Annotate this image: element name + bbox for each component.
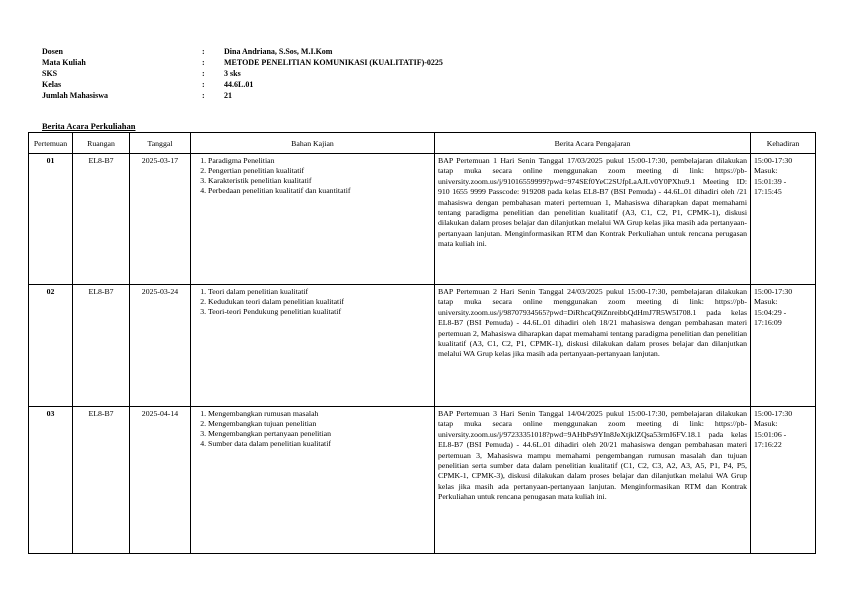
header-kehadiran: Kehadiran	[751, 133, 816, 154]
hadir-label: Masuk:	[754, 419, 778, 429]
header-bahan-kajian: Bahan Kajian	[191, 133, 435, 154]
info-label: Jumlah Mahasiswa	[42, 91, 109, 100]
list-item: 2. Mengembangkan tujuan penelitian	[208, 419, 431, 429]
info-row-kelas	[42, 79, 443, 90]
berita-acara-table	[28, 132, 816, 554]
header-pertemuan: Pertemuan	[29, 133, 73, 154]
cell-pertemuan: 03	[29, 407, 73, 554]
info-label: SKS	[42, 69, 58, 78]
list-item: 3. Mengembangkan pertanyaan penelitian	[208, 429, 431, 439]
info-value: 3 sks	[224, 69, 241, 78]
list-item: 3. Teori-teori Pendukung penelitian kualitatif	[208, 307, 431, 317]
info-row-dosen	[42, 46, 443, 57]
cell-pertemuan: 01	[29, 154, 73, 285]
info-value: 21	[224, 91, 232, 100]
cell-kehadiran	[751, 285, 816, 407]
list-item: 2. Kedudukan teori dalam penelitian kualitatif	[208, 297, 431, 307]
hadir-masuk: 15:04:29 -	[754, 307, 787, 317]
hadir-label: Masuk:	[754, 166, 778, 176]
list-item: 4. Sumber data dalam penelitian kualitatif	[208, 439, 431, 449]
hadir-jadwal: 15:00-17:30	[754, 287, 793, 296]
hadir-jadwal: 15:00-17:30	[754, 156, 793, 165]
cell-tanggal: 2025-03-17	[130, 154, 191, 285]
hadir-keluar: 17:16:22	[754, 440, 782, 450]
hadir-keluar: 17:16:09	[754, 318, 782, 328]
list-item: 1. Mengembangkan rumusan masalah	[208, 409, 431, 419]
hadir-masuk: 15:01:39 -	[754, 176, 787, 186]
table-row	[29, 285, 816, 407]
info-value: 44.6L.01	[224, 80, 254, 89]
info-row-jumlah-mahasiswa	[42, 90, 443, 101]
bahan-list	[194, 287, 431, 317]
hadir-keluar: 17:15:45	[754, 187, 782, 197]
list-item: 3. Karakteristik penelitian kualitatif	[208, 176, 431, 186]
bahan-list	[194, 156, 431, 196]
header-berita-acara: Berita Acara Pengajaran	[435, 133, 751, 154]
info-colon: :	[202, 58, 205, 67]
cell-berita-acara: BAP Pertemuan 1 Hari Senin Tanggal 17/03/2025 pukul 15:00-17:30, pembelajaran dilakukan tatap muka secara online menggunakan zoom meeting di link: https://pb-university.zoom.us/j/91016559999?pwd=974SEf0YeC2SUfpLaAJLv0Y0PXhu9.1 Meeting ID: 910 1655 9999 Passcode: 919208 pada kelas EL8-B7 (BSI Pemuda) - 44.6L.01 dihadiri oleh /21 mahasiswa dengan pembahasan materi pertemuan 1, Mahasiswa diharapkan dapat memahami tentang paradigma penelitian dan penelitian kualitatif (A3, C1, C2, P1, CPMK-1), diskusi dilakukan dalam proses belajar dan dilanjutkan melalui WA Grup kelas jika masih ada pertanyaan-pertanyaan lanjutan. Menginformasikan RTM dan Kontrak Perkuliahan untuk rencana perugasan mata kuliah ini.	[435, 154, 751, 285]
cell-kehadiran	[751, 154, 816, 285]
hadir-masuk: 15:01:06 -	[754, 429, 787, 439]
cell-bahan-kajian	[191, 154, 435, 285]
cell-bahan-kajian	[191, 285, 435, 407]
section-title: Berita Acara Perkuliahan	[42, 121, 136, 131]
info-label: Dosen	[42, 47, 63, 56]
list-item: 1. Teori dalam penelitian kualitatif	[208, 287, 431, 297]
table-row	[29, 407, 816, 554]
header-tanggal: Tanggal	[130, 133, 191, 154]
info-value: METODE PENELITIAN KOMUNIKASI (KUALITATIF)-0225	[224, 58, 443, 67]
list-item: 4. Perbedaan penelitian kualitatif dan kuantitatif	[208, 186, 431, 196]
cell-ruangan: EL8-B7	[73, 154, 130, 285]
info-value: Dina Andriana, S.Sos, M.I.Kom	[224, 47, 333, 56]
hadir-label: Masuk:	[754, 297, 778, 307]
info-colon: :	[202, 47, 205, 56]
table-header-row	[29, 133, 816, 154]
cell-tanggal: 2025-04-14	[130, 407, 191, 554]
cell-ruangan: EL8-B7	[73, 407, 130, 554]
info-colon: :	[202, 69, 205, 78]
cell-bahan-kajian	[191, 407, 435, 554]
table-row	[29, 154, 816, 285]
cell-ruangan: EL8-B7	[73, 285, 130, 407]
info-label: Kelas	[42, 80, 62, 89]
info-label: Mata Kuliah	[42, 58, 86, 67]
hadir-jadwal: 15:00-17:30	[754, 409, 793, 418]
bahan-list	[194, 409, 431, 449]
cell-berita-acara: BAP Pertemuan 2 Hari Senin Tanggal 24/03/2025 pukul 15:00-17:30, pembelajaran dilakukan tatap muka secara online menggunakan zoom meeting di link: https://pb-university.zoom.us/j/98707934565?pwd=DiRhcaQ9iZnreibbQdHmJ7R5W5I708.1 pada kelas EL8-B7 (BSI Pemuda) - 44.6L.01 dihadiri oleh 18/21 mahasiswa dengan pembahasan materi pertemuan 2, Mahasiswa diharapkan dapat memahami tentang paradigma penelitian dan penelitian kualitatif (A3, C1, C2, P1, CPMK-1), diskusi dilakukan dalam proses belajar dan dilanjutkan melalui WA Grup kelas jika masih ada pertanyaan-pertanyaan lanjutan.	[435, 285, 751, 407]
info-row-sks	[42, 68, 443, 79]
header-ruangan: Ruangan	[73, 133, 130, 154]
list-item: 1. Paradigma Penelitian	[208, 156, 431, 166]
cell-kehadiran	[751, 407, 816, 554]
cell-tanggal: 2025-03-24	[130, 285, 191, 407]
list-item: 2. Pengertian penelitian kualitatif	[208, 166, 431, 176]
cell-berita-acara: BAP Pertemuan 3 Hari Senin Tanggal 14/04/2025 pukul 15:00-17:30, pembelajaran dilakukan tatap muka secara online menggunakan zoom meeting di link: https://pb-university.zoom.us/j/97233351018?pwd=9AHbPs9YIn8JeXtjklZQsa53rmI6FV.18.1 pada kelas EL8-B7 (BSI Pemuda) - 44.6L.01 dihadiri oleh 20/21 mahasiswa dengan pembahasan materi pertemuan 3, Mahasiswa mampu memahami pengembangan rumusan masalah dan tujuan penelitian serta sumber data dalam penelitian kualitatif (C1, C2, C3, A2, A3, A5, P1, P4, P5, CPMK-1, CPMK-3), diskusi dilakukan dalam proses belajar dan dilanjutkan melalui WA Grup kelas jika masih ada pertanyaan-pertanyaan lanjutan. Menginformasikan RTM dan Kontrak Perkuliahan untuk rencana penugasan mata kuliah ini.	[435, 407, 751, 554]
course-info	[42, 46, 443, 101]
info-colon: :	[202, 91, 205, 100]
info-colon: :	[202, 80, 205, 89]
cell-pertemuan: 02	[29, 285, 73, 407]
info-row-mata-kuliah	[42, 57, 443, 68]
